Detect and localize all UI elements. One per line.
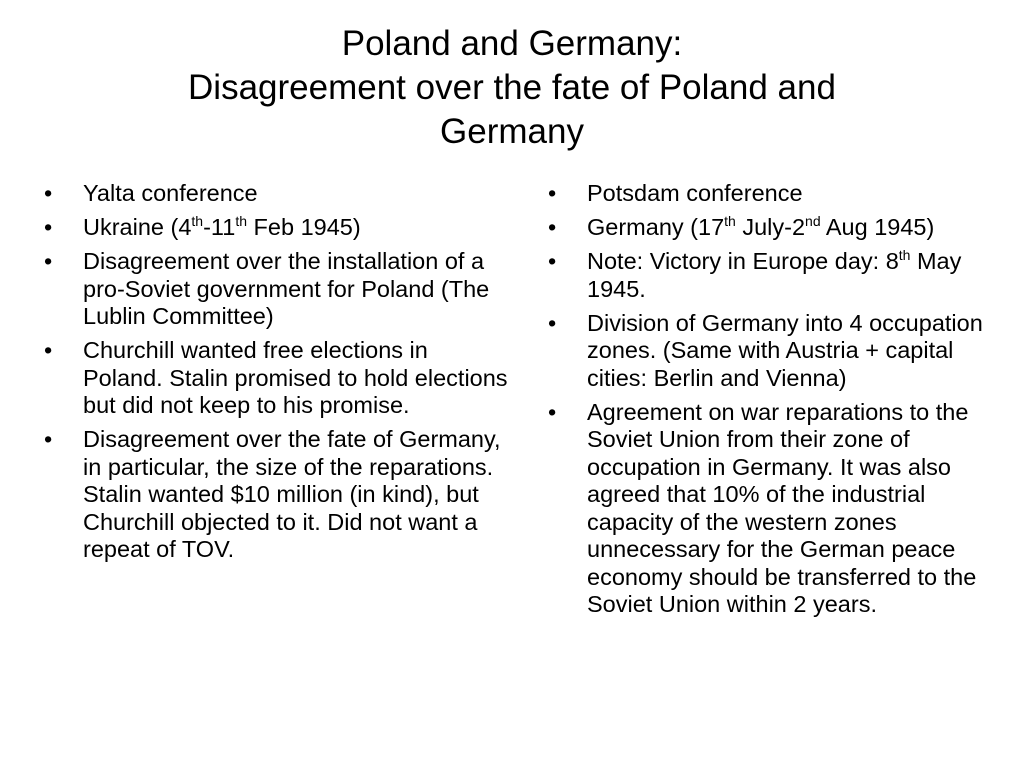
left-bullet-list: [44, 180, 514, 564]
list-item: [44, 426, 514, 564]
bullet-icon: •: [548, 180, 557, 206]
bullet-icon: •: [44, 337, 53, 363]
bullet-icon: •: [44, 214, 53, 240]
list-item: [44, 337, 514, 420]
item-text-part: July-2: [735, 214, 806, 240]
bullet-icon: •: [548, 214, 557, 240]
item-text-part: Germany (17: [587, 214, 725, 240]
item-text: Yalta conference: [83, 180, 258, 206]
item-text: Churchill wanted free elections in Poland. Stalin promised to hold elections but did not keep to his promise.: [83, 337, 508, 418]
title-line-1: Poland and Germany:: [341, 24, 683, 63]
ordinal-suffix: th: [724, 213, 736, 229]
bullet-icon: •: [44, 426, 53, 452]
item-text: Disagreement over the installation of a pro-Soviet government for Poland (The Lublin Committee): [83, 248, 490, 329]
ordinal-suffix: nd: [805, 213, 821, 229]
slide-title: [0, 22, 1024, 154]
right-bullet-list: [548, 180, 988, 619]
list-item: [548, 214, 988, 242]
ordinal-suffix: th: [191, 213, 204, 229]
item-text: Potsdam conference: [587, 180, 803, 206]
bullet-icon: •: [548, 309, 557, 336]
bullet-icon: •: [44, 248, 53, 274]
list-item: [548, 180, 988, 208]
item-text: Disagreement over the fate of Germany, in particular, the size of the reparations. Stalin wanted $10 million (in kind), but Churchill objected to it. Did not want a repeat of TOV.: [83, 426, 501, 562]
list-item: [548, 310, 988, 393]
bullet-icon: •: [548, 248, 557, 274]
left-column: [44, 180, 514, 570]
bullet-icon: •: [44, 180, 53, 206]
title-line-2: Disagreement over the fate of Poland and: [188, 68, 836, 107]
item-text-part: -11: [203, 214, 236, 240]
item-text-part: Note: Victory in Europe day: 8: [587, 248, 899, 274]
ordinal-suffix: th: [235, 213, 248, 229]
item-text-part: Aug 1945): [820, 214, 935, 240]
item-text-part: May 1945.: [587, 248, 962, 302]
list-item: [44, 214, 514, 242]
bullet-icon: •: [548, 398, 557, 425]
item-text: Agreement on war reparations to the Soviet Union from their zone of occupation in Germany. It was also agreed that 10% of the industrial capacity of the western zones unnecessary for the German peace economy should be transferred to the Soviet Union within 2 years.: [587, 398, 977, 617]
ordinal-suffix: th: [898, 247, 911, 263]
item-text-part: Feb 1945): [247, 214, 361, 240]
right-column: [548, 180, 988, 625]
list-item: [548, 399, 988, 619]
list-item: [44, 180, 514, 208]
item-text: Division of Germany into 4 occupation zones. (Same with Austria + capital cities: Berlin and Vienna): [587, 309, 983, 391]
list-item: [548, 248, 988, 303]
title-line-3: Germany: [440, 112, 584, 151]
list-item: [44, 248, 514, 331]
item-text-part: Ukraine (4: [83, 214, 192, 240]
